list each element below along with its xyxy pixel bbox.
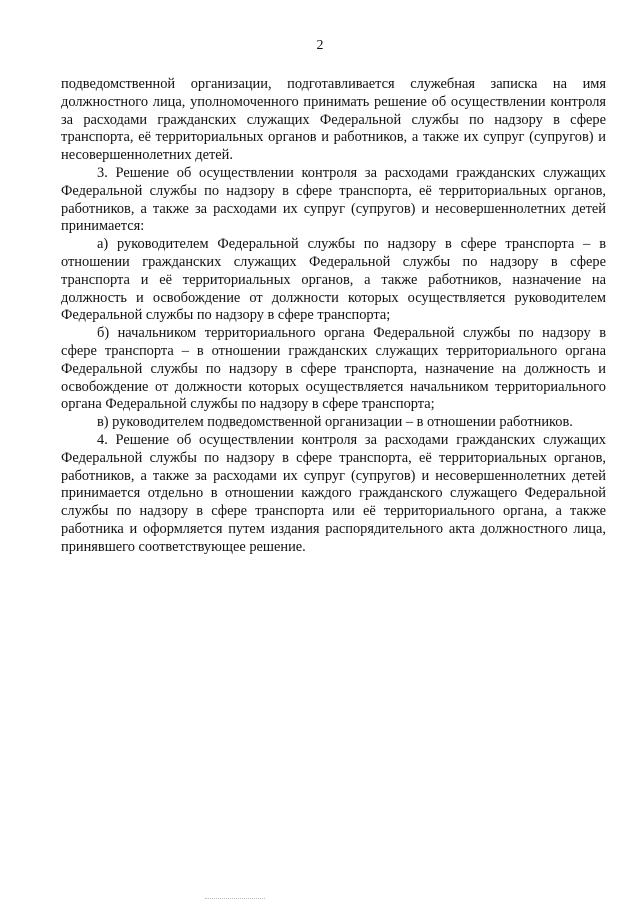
page-number: 2 [316,38,324,53]
paragraph-item-3b: б) начальником территориального органа Федеральной службы по надзору в сфере транспорта – в отношении гражданских служащих территориального органа Федеральной службы по надзору в сфере транспорта, назначение на должность и освобождение от должности которых осуществляется начальником территориального органа Федеральной службы по надзору в сфере транспорта; [61,325,606,413]
paragraph-continuation: подведомственной организации, подготавливается служебная записка на имя должностного лица, уполномоченного принимать решение об осуществлении контроля за расходами гражданских служащих Федеральной службы по надзору в сфере транспорта, её территориальных органов и работников, а также их супруг (супругов) и несовершеннолетних детей. [61,76,606,164]
paragraph-item-3v: в) руководителем подведомственной организации – в отношении работников. [97,414,573,431]
paragraph-item-3a: а) руководителем Федеральной службы по надзору в сфере транспорта – в отношении гражданских служащих Федеральной службы по надзору в сфере транспорта и её территориальных органов, а также работников, назначение на должность и освобождение от должности которых осуществляется руководителем Федеральной службы по надзору в сфере транспорта; [61,236,606,324]
paragraph-item-4: 4. Решение об осуществлении контроля за расходами гражданских служащих Федеральной службы по надзору в сфере транспорта, её территориальных органов, работников, а также за расходами их супруг (супругов) и несовершеннолетних детей принимается отдельно в отношении каждого гражданского служащего Федеральной службы по надзору в сфере транспорта или её территориального органа, а также работника и оформляется путем издания распорядительного акта должностного лица, принявшего соответствующее решение. [61,431,606,555]
document-body [61,76,606,557]
paragraph-item-3: 3. Решение об осуществлении контроля за расходами гражданских служащих Федеральной службы по надзору в сфере транспорта, её территориальных органов, работников, а также за расходами их супруг (супругов) и несовершеннолетних детей принимается: [61,164,606,235]
scan-artifact [205,898,265,902]
